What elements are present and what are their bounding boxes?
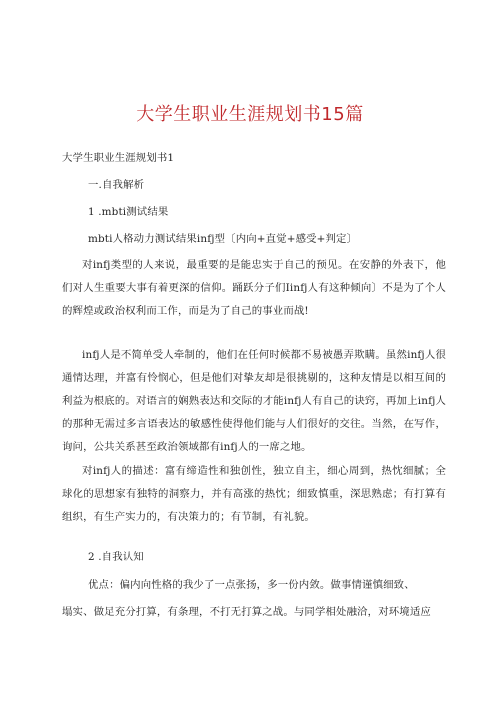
item-heading-self-awareness: 2 .自我认知 [88,551,144,563]
paragraph-infj-description: 对infj人的描述：富有缔造性和独创性，独立自主，细心周到，热忱细腻；全球化的思想家有独特的洞察力，并有高涨的热忱；细致慎重，深思熟虑；有打算有组织，有生产实力的，有决策力的；有节制，有礼貌。 [62,465,446,523]
paragraph-strengths-line1: 优点：偏内向性格的我少了一点张扬，多一份内敛。做事情谨慎细致、 [88,579,415,591]
paragraph-infj-intro: 对infj类型的人来说，最重要的是能忠实于自己的预见。在安静的外表下，他们对人生重要大事有着更深的信仰。踊跃分子们Iinfj人有这种倾向〕不是为了个人的辉煌或政治权利而工作，而是为了自己的事业而战! [62,259,446,317]
paragraph-strengths-line2: 塌实、做足充分打算，有条理，不打无打算之战。与同学相处融洽，对环境适应 [62,606,431,618]
document-title: 大学生职业生涯规划书15篇 [136,104,364,125]
subtitle: 大学生职业生涯规划书1 [62,152,175,164]
section-heading: 一.自我解析 [88,179,145,191]
item-heading-mbti: 1 .mbti测试结果 [88,206,169,218]
mbti-result-text: mbti人格动力测试结果infj型〔内向+直觉+感受+判定〕 [88,233,358,245]
paragraph-infj-traits: infj人是不简单受人牵制的，他们在任何时候都不易被愚弄欺瞒。虽然infj人很通情达理，并富有怜悯心，但是他们对挚友却是很挑剔的，这种友情是以相互间的利益为根底的。对语言的娴熟表达和交际的才能infj人有自己的诀窍，再加上infj人的那种无需过多言语表达的敏感性使得他们能与人们很好的交往。当然，在写作，询问，公共关系甚至政治领域都有infj人的一席之地。 [62,349,446,453]
